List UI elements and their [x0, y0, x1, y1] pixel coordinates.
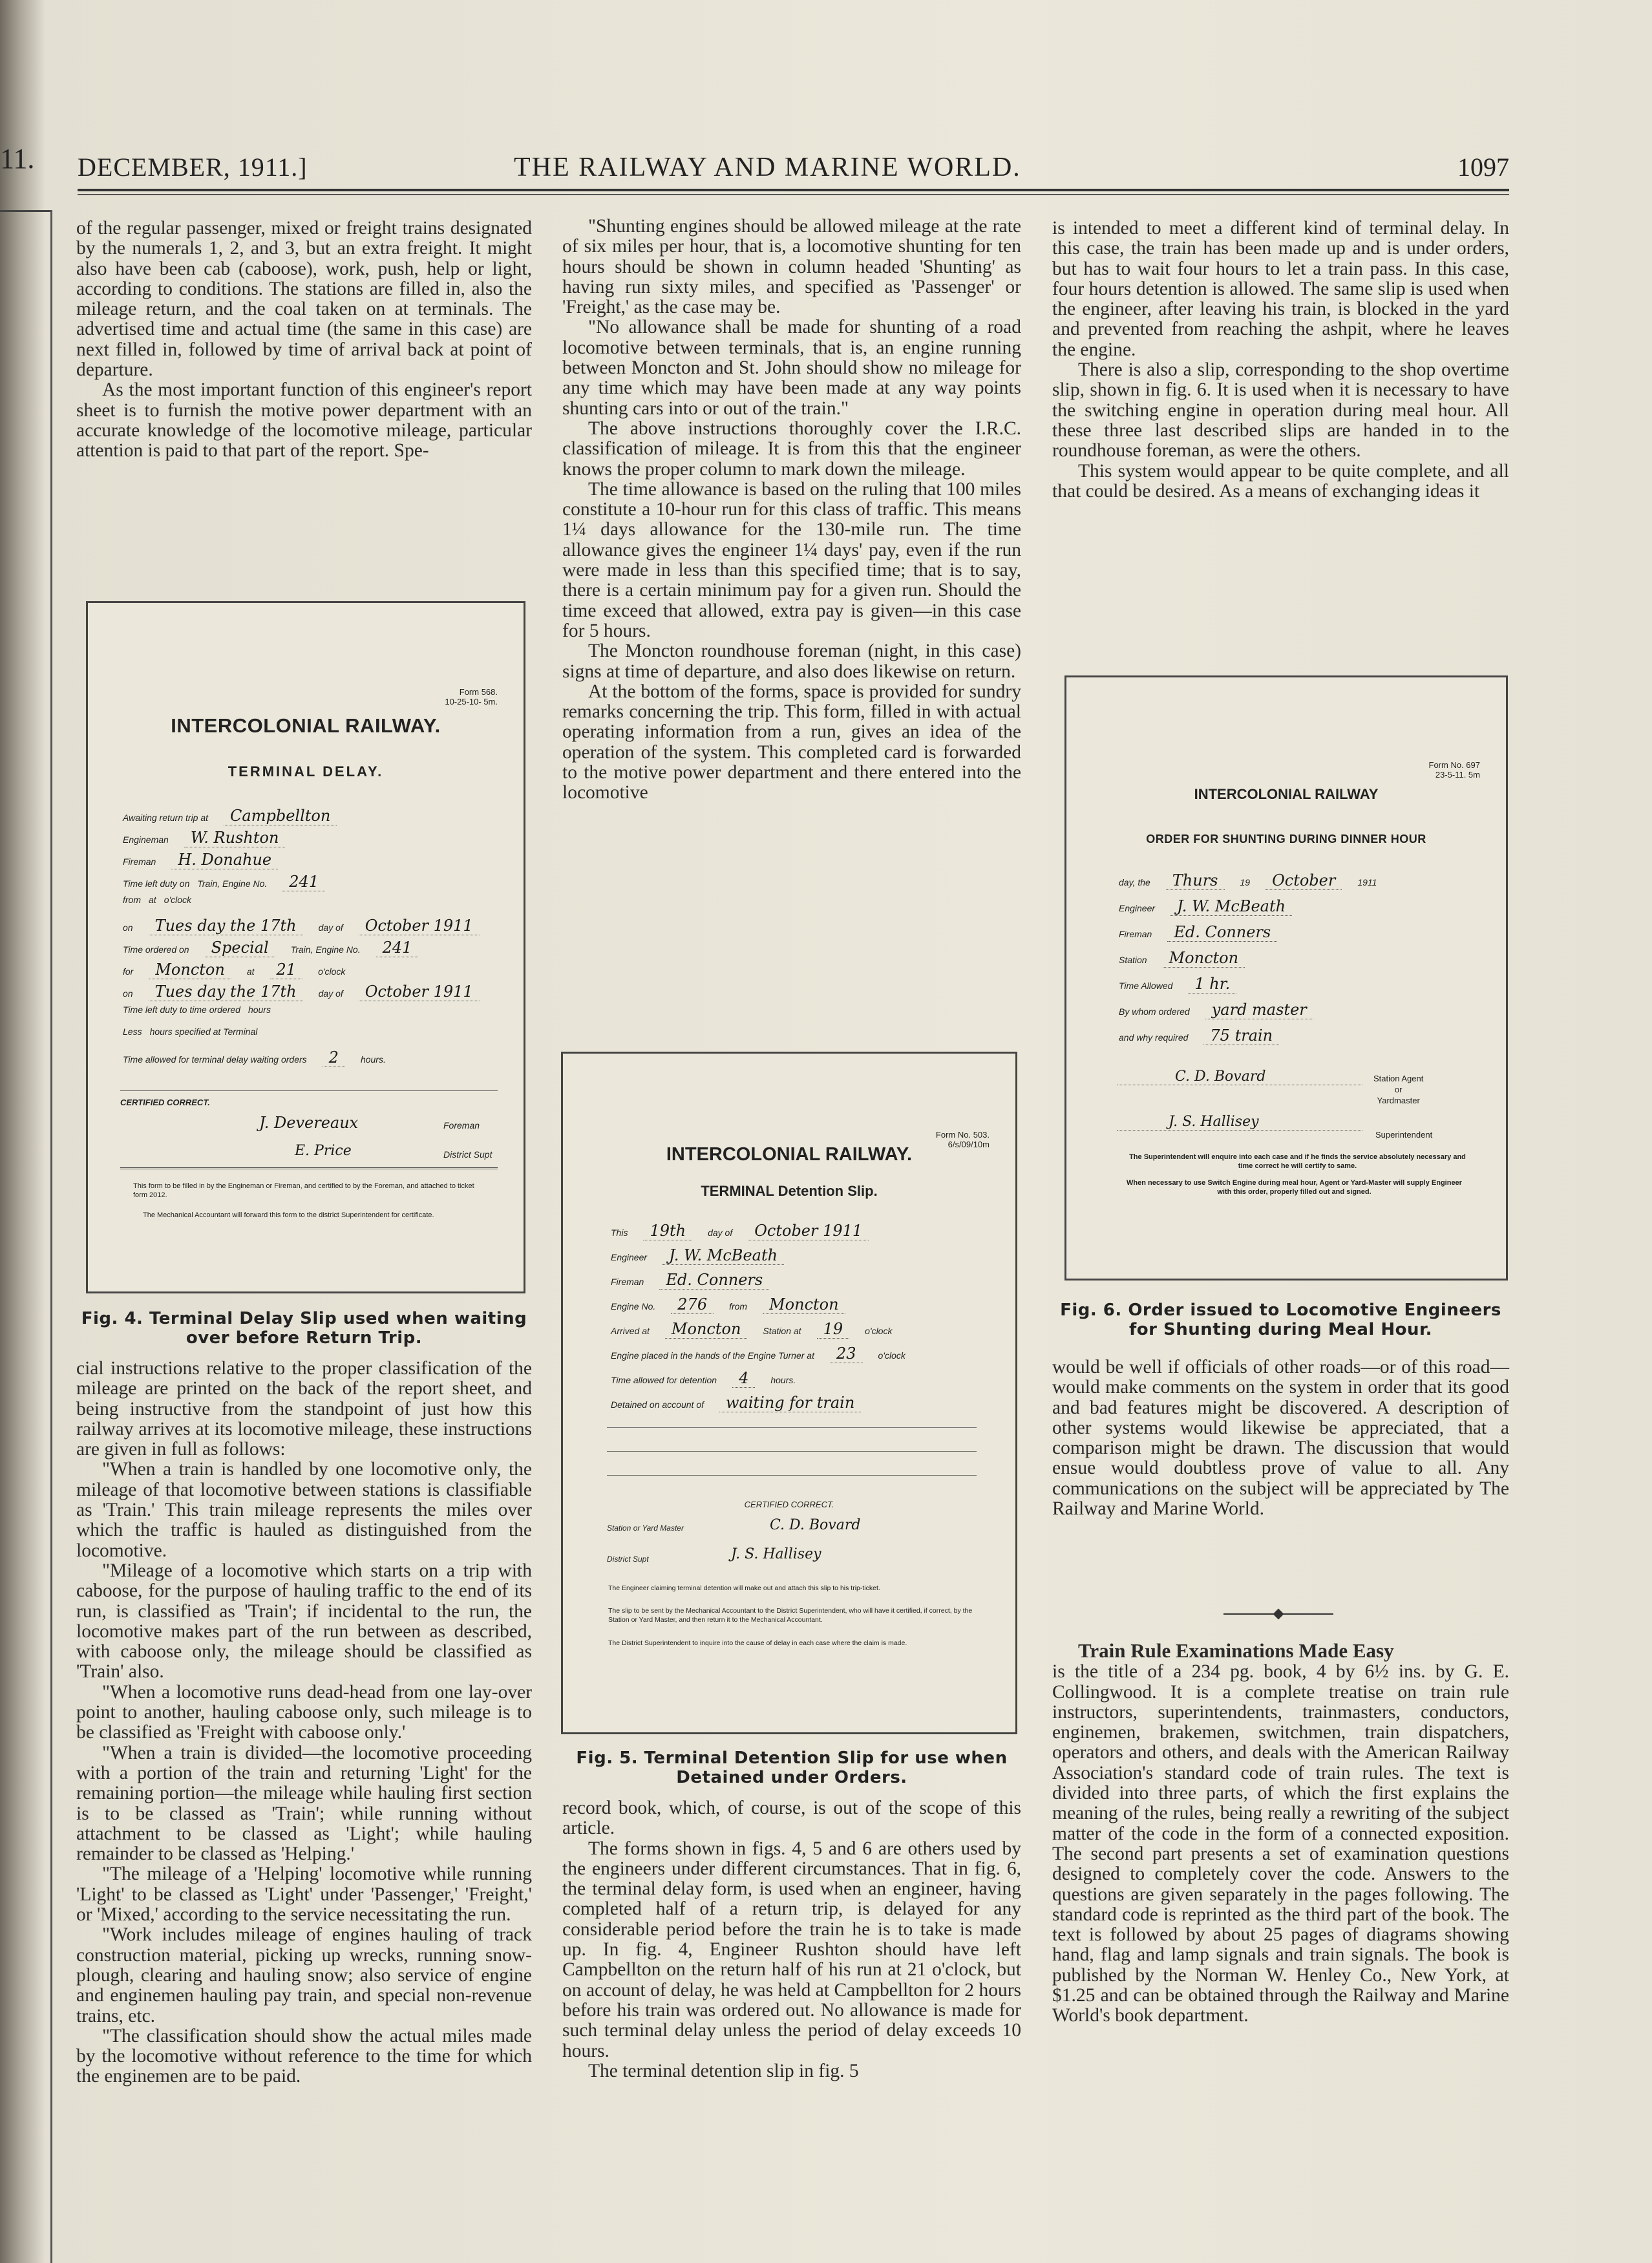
paragraph: cial instructions relative to the proper classification of the mileage are printed on the back of the report sheet, and being instructive from the standpoint of just how this railway arrives at its locomotive mileage, these instructions are given in full as follows:: [76, 1358, 532, 1460]
form-field-label: Engineer: [1119, 903, 1156, 913]
form-row: [119, 851, 507, 869]
station-agent-signature: C. D. Bovard: [1175, 1068, 1266, 1085]
form-field-value: waiting for train: [719, 1394, 861, 1412]
paragraph: This system would appear to be quite complete, and all that could be desired. As a means of exchanging ideas it: [1052, 460, 1509, 502]
paragraph: The terminal detention slip in fig. 5: [588, 2060, 859, 2081]
column-1-top: [76, 218, 532, 462]
form-field-label: o'clock: [318, 966, 346, 977]
form-field-label: Time left duty on: [123, 878, 190, 889]
form-field-label: Train, Engine No.: [290, 944, 361, 955]
form-field-value: October: [1265, 871, 1342, 890]
form-field-label: for: [123, 966, 134, 977]
form-field-label: Fireman: [123, 856, 156, 867]
form-field-label: hours.: [360, 1054, 386, 1065]
form-field-label: Arrived at: [611, 1326, 650, 1336]
form-field-value: 4: [732, 1369, 755, 1388]
form-field-label: This: [611, 1227, 628, 1238]
form-field-value: Moncton: [665, 1320, 747, 1339]
form-field-value: Moncton: [1163, 949, 1245, 968]
form-number: Form 568. 10-25-10- 5m.: [445, 687, 498, 707]
blank-line: [607, 1427, 977, 1428]
form-field-value: 1 hr.: [1188, 975, 1236, 993]
form-row: [119, 895, 507, 905]
form-row: [119, 917, 507, 935]
margin-rule: [0, 210, 52, 212]
paragraph: record book, which, of course, is out of the scope of this article.: [562, 1798, 1021, 1839]
form-field-value: Ed. Conners: [1167, 923, 1277, 942]
blank-line: [607, 1475, 977, 1476]
paragraph: The time allowance is based on the ruling that 100 miles constitute a 10-hour run for this class of traffic. This means 1¼ days allowance for the 130-mile run. The time allowance gives the engineer 1¼ days' pay, even if the run were made in less than this specified time; that is to say, there is a certain minimum pay for a given run. Should the time exceed that allowed, extra pay is given—in this case for 5 hours.: [562, 478, 1021, 641]
header-rule: [78, 189, 1509, 191]
form-field-label: Fireman: [611, 1277, 644, 1287]
paragraph: "Mileage of a locomotive which starts on a trip with caboose, for the purpose of hauling traffic to the end of its run, is classified as 'Train'; if incidental to the run, the locomotive makes part of the run between as described, with caboose only, the mileage should be classified as 'Train' also.: [76, 1560, 532, 1683]
form-field-value: J. W. McBeath: [1170, 897, 1292, 916]
paragraph: "Work includes mileage of engines hauling of track construction material, picking up wrecks, running snow-plough, clearing and hauling snow; also service of engine and enginemen hauling pay train, and special non-revenue trains, etc.: [76, 1924, 532, 2026]
foreman-signature-line: [259, 1114, 358, 1132]
form-field-label: o'clock: [865, 1326, 893, 1336]
form-field-label: 1911: [1357, 877, 1377, 887]
form-field-label: Engineman: [123, 834, 169, 845]
superintendent-signature: J. S. Hallisey: [1169, 1114, 1259, 1130]
fig4-caption: Fig. 4. Terminal Delay Slip used when waiting over before Return Trip.: [81, 1309, 527, 1348]
form-field-label: from: [729, 1301, 748, 1312]
form-field-value: Special: [205, 939, 275, 957]
supt-signature-line: [295, 1143, 352, 1159]
form-note: When necessary to use Switch Engine during meal hour, Agent or Yard-Master will supply Engineer with this order, properly filled out and signed.: [1127, 1179, 1462, 1196]
form-row: [119, 983, 507, 1001]
form-row: [607, 1344, 995, 1363]
review-text: is the title of a 234 pg. book, 4 by 6½ ins. by G. E. Collingwood. It is a complete treatise on train rule instructors, superintendents, trainmasters, conductors, enginemen, brakemen, switchmen, train dispatchers, operators and others, and deals with the American Railway Association's standard code of train rules. The text is divided into three parts, of which the first explains the meaning of the rules, being really a rewriting of the subject matter of the code in the form of a connected exposition. The second part presents a set of examination questions designed to completely cover the code. Answers to the questions are given separately in the pages following. The standard code is reprinted as the third part of the book. The text is followed by about 25 pages of diagrams showing hand, flag and lamp signals and train signals. The book is published by the Norman W. Henley Co., New York, at $1.25 and can be obtained through the Railway and Marine World's book department.: [1052, 1661, 1509, 2026]
superintendent-signature-line: [1117, 1114, 1362, 1131]
form-field-label: hours.: [770, 1375, 796, 1385]
form-field-label: Time ordered on: [123, 944, 189, 955]
form-field-value: Tues day the 17th: [149, 917, 303, 935]
form-field-label: o'clock: [878, 1350, 905, 1361]
column-2-top: [562, 217, 1021, 803]
foreman-signature: J. Devereaux: [259, 1114, 359, 1132]
fig5-caption: Fig. 5. Terminal Detention Slip for use when Detained under Orders.: [576, 1748, 1008, 1787]
paragraph: At the bottom of the forms, space is provided for sundry remarks concerning the trip. This form, filled in with actual operating information from a run, gives an idea of the operation of the system. This completed card is forwarded to the motive power department and there entered into the locomotive: [562, 681, 1021, 803]
form-row: [607, 1320, 995, 1338]
form-field-label: Awaiting return trip at: [123, 813, 209, 823]
form-row: [119, 961, 507, 979]
form-field-value: Tues day the 17th: [149, 983, 303, 1001]
paragraph: "Shunting engines should be allowed mileage at the rate of six miles per hour, that is, a locomotive shunting for ten hours should be shown in column headed 'Shunting' as having run sixty miles, and specified as 'Passenger' or 'Freight,' as the case may be.: [562, 216, 1021, 318]
form-field-label: from: [123, 895, 141, 905]
form-field-label: Time allowed for terminal delay waiting orders: [123, 1054, 307, 1065]
form-row: [119, 807, 507, 825]
form-field-label: Engine placed in the hands of the Engine Turner at: [611, 1350, 814, 1361]
form-row: [119, 939, 507, 957]
form-field-label: Station: [1119, 955, 1147, 965]
supt-signature: E. Price: [295, 1143, 352, 1159]
section-divider-ornament: [1273, 1609, 1284, 1620]
fig4-terminal-delay-form: [86, 601, 525, 1293]
form-field-label: Station at: [763, 1326, 801, 1336]
form-row: [1115, 1026, 1477, 1045]
form-field-label: By whom ordered: [1119, 1006, 1190, 1017]
column-2-bottom: [562, 1798, 1021, 2081]
form-field-value: 276: [671, 1295, 714, 1314]
form-company: INTERCOLONIAL RAILWAY.: [171, 714, 441, 737]
form-row: [1115, 949, 1477, 967]
form-row: [119, 829, 507, 847]
form-field-label: Detained on account of: [611, 1399, 704, 1410]
form-row: [1115, 975, 1477, 993]
form-field-value: yard master: [1205, 1001, 1313, 1019]
form-field-label: day of: [318, 988, 343, 999]
form-row: [607, 1271, 995, 1289]
form-note: The slip to be sent by the Mechanical Accountant to the District Superintendent, who will have it certified, if correct, by the Station or Yard Master, and then return it to the Mechanical Accountant.: [608, 1607, 973, 1624]
form-title: TERMINAL Detention Slip.: [701, 1183, 878, 1199]
paragraph: is intended to meet a different kind of terminal delay. In this case, the train has been made up and is under orders, but has to wait four hours to let a train pass. In this case, four hours detention is allowed. The same slip is used when the engineer, after leaving his train, is blocked in the yard and prevented from reaching the ashpit, where he leaves the engine.: [1052, 218, 1509, 360]
station-agent-signature-line: [1117, 1068, 1362, 1085]
form-field-label: at: [246, 966, 255, 977]
form-field-value: Campbellton: [224, 807, 337, 825]
superintendent-label: Superintendent: [1375, 1130, 1433, 1140]
form-row: [607, 1246, 995, 1264]
form-note: The Mechanical Accountant will forward this form to the district Superintendent for certificate.: [143, 1211, 434, 1219]
blank-line: [607, 1451, 977, 1452]
supt-signature-line: [731, 1546, 821, 1562]
form-field-label: o'clock: [164, 895, 192, 905]
form-field-label: on: [123, 922, 133, 933]
paragraph: of the regular passenger, mixed or freight trains designated by the numerals 1, 2, and 3, but an extra freight. It might also have been cab (caboose), work, push, help or light, according to conditions. The stations are filled in, also the mileage return, and the coal taken on at terminals. The advertised time and actual time (the same in this case) are next filled in, followed by time of arrival back at point of departure.: [76, 218, 532, 381]
form-note: The Superintendent will enquire into each case and if he finds the service absolutely necessary and time correct he will certify to same.: [1129, 1153, 1466, 1170]
station-master-signature: C. D. Bovard: [770, 1517, 861, 1533]
column-3-top: [1052, 218, 1509, 502]
form-field-value: October 1911: [359, 983, 480, 1001]
form-field-label: Time allowed for detention: [611, 1375, 717, 1385]
station-master-signature-line: [770, 1517, 860, 1533]
form-field-value: 21: [270, 961, 303, 979]
form-field-label: on: [123, 988, 133, 999]
form-field-label: day of: [318, 922, 343, 933]
form-row: [119, 873, 507, 891]
form-note: The Engineer claiming terminal detention will make out and attach this slip to his trip-ticket.: [608, 1584, 880, 1592]
form-field-label: Engineer: [611, 1252, 648, 1262]
form-field-value: 19th: [643, 1222, 692, 1240]
paragraph: The above instructions thoroughly cover the I.R.C. classification of mileage. It is from this that the engineer knows the proper column to mark down the mileage.: [562, 418, 1021, 480]
form-field-label: day of: [708, 1227, 733, 1238]
form-field-value: Ed. Conners: [659, 1271, 769, 1290]
paragraph: The Moncton roundhouse foreman (night, in this case) signs at time of departure, and also does likewise on return.: [562, 641, 1021, 682]
form-field-value: October 1911: [748, 1222, 869, 1240]
form-field-label: Time Allowed: [1119, 981, 1173, 991]
fig6-shunting-order-form: [1064, 675, 1508, 1280]
form-field-value: Thurs: [1166, 871, 1225, 890]
divider: [120, 1090, 498, 1091]
foreman-label: Foreman: [443, 1120, 480, 1131]
previous-page-number-fragment: 11.: [0, 143, 35, 175]
form-company: INTERCOLONIAL RAILWAY.: [666, 1144, 913, 1165]
paragraph: "When a locomotive runs dead-head from one lay-over point to another, hauling caboose only, such mileage is to be classified as 'Freight with caboose only.': [76, 1681, 532, 1743]
paragraph: would be well if officials of other roads—or of this road—would make comments on the system in order that its good and bad features might be discovered. A description of other systems would likewise be appreciated, that a comparison might be drawn. The discussion that would ensue would doubtless prove of value to all. Any communications on the subject will be appreciated by The Railway and Marine World.: [1052, 1357, 1509, 1520]
form-field-value: 75 train: [1203, 1026, 1279, 1045]
book-review: [1052, 1641, 1509, 2026]
paragraph: "When a train is handled by one locomotive only, the mileage of that locomotive between stations is classifiable as 'Train.' This train mileage represents the miles over which the traffic is hauled as distinguished from the locomotive.: [76, 1459, 532, 1561]
form-field-label: Time left duty to time ordered: [123, 1004, 240, 1015]
form-row: [607, 1222, 995, 1240]
form-field-value: 241: [282, 873, 325, 891]
page-header: [78, 152, 1509, 191]
form-row: [119, 1048, 507, 1067]
fig5-terminal-detention-form: [561, 1052, 1017, 1734]
supt-signature: J. S. Hallisey: [731, 1546, 821, 1562]
review-heading: Train Rule Examinations Made Easy: [1078, 1639, 1394, 1662]
form-number: Form No. 503. 6/s/09/10m: [935, 1130, 990, 1149]
form-field-label: hours specified at Terminal: [149, 1026, 258, 1037]
form-field-label: Less: [123, 1026, 142, 1037]
form-field-label: Train, Engine No.: [197, 878, 268, 889]
form-title: TERMINAL DELAY.: [228, 763, 384, 780]
paragraph: As the most important function of this engineer's report sheet is to furnish the motive power department with an accurate knowledge of the locomotive mileage, particular attention is paid to that part of the report. Spe-: [76, 379, 532, 462]
form-row: [119, 1004, 507, 1015]
form-field-label: Fireman: [1119, 929, 1152, 939]
form-field-value: W. Rushton: [184, 829, 286, 847]
paragraph: "When a train is divided—the locomotive proceeding with a portion of the train and returning 'Light' for the remaining portion—the mileage while hauling first section is to be classed as 'Train'; while running without attachment to be classed as 'Light'; while hauling remainder to be classed as 'Helping.': [76, 1742, 532, 1865]
form-field-value: 23: [830, 1344, 863, 1363]
form-row: [1115, 897, 1477, 915]
form-note: This form to be filled in by the Engineman or Fireman, and certified to by the Foreman, and attached to ticket form 2012.: [133, 1182, 474, 1199]
form-field-value: 19: [817, 1320, 850, 1339]
form-field-label: hours: [248, 1004, 271, 1015]
column-1-bottom: [76, 1359, 532, 2087]
form-number: Form No. 697 23-5-11. 5m: [1428, 760, 1480, 780]
form-field-value: Moncton: [763, 1295, 845, 1314]
form-field-label: at: [149, 895, 156, 905]
form-field-value: J. W. McBeath: [662, 1246, 784, 1265]
form-field-label: and why required: [1119, 1032, 1189, 1043]
form-row: [607, 1295, 995, 1313]
column-3-middle: [1052, 1357, 1509, 1519]
form-field-label: Engine No.: [611, 1301, 656, 1312]
publication-title: THE RAILWAY AND MARINE WORLD.: [514, 153, 1021, 182]
form-company: INTERCOLONIAL RAILWAY: [1194, 786, 1379, 802]
paragraph: There is also a slip, corresponding to the shop overtime slip, shown in fig. 6. It is used when it is necessary to have the switching engine in operation during meal hour. All these three last described slips are handed in to the roundhouse foreman, as were the others.: [1052, 359, 1509, 462]
form-field-value: H. Donahue: [171, 851, 278, 869]
form-row: [1115, 1001, 1477, 1019]
certified-label: CERTIFIED CORRECT.: [120, 1098, 210, 1107]
station-agent-label: Station Agent or Yardmaster: [1373, 1074, 1424, 1105]
form-field-label: day, the: [1119, 877, 1150, 887]
divider: [120, 1167, 498, 1169]
station-master-label: Station or Yard Master: [607, 1524, 684, 1533]
form-field-label: 19: [1240, 877, 1251, 887]
form-field-value: October 1911: [359, 917, 480, 935]
paragraph: "The mileage of a 'Helping' locomotive while running 'Light' to be classed as 'Light' under 'Passenger,' 'Freight,' or 'Mixed,' according to the service necessitating the run.: [76, 1864, 532, 1926]
form-row: [607, 1394, 995, 1412]
form-title: ORDER FOR SHUNTING DURING DINNER HOUR: [1146, 833, 1426, 845]
page-number: 1097: [1457, 153, 1509, 182]
district-supt-label: District Supt: [443, 1149, 492, 1160]
form-field-value: 2: [323, 1048, 345, 1067]
fig6-caption: Fig. 6. Order issued to Locomotive Engineers for Shunting during Meal Hour.: [1060, 1301, 1501, 1339]
paragraph: The forms shown in figs. 4, 5 and 6 are others used by the engineers under different circumstances. That in fig. 6, the terminal delay form, is used when an engineer, having completed half of a return trip, is delayed for any considerable period before the train he is to take is made up. In fig. 4, Engineer Rushton should have left Campbellton on the return half of his run at 21 o'clock, but on account of delay, he was held at Campbellton for 2 hours before his train was ordered out. No allowance is made for such terminal delay unless the period of delay exceeds 10 hours.: [562, 1838, 1021, 2061]
header-date: DECEMBER, 1911.]: [78, 153, 308, 182]
form-field-value: 241: [376, 939, 419, 957]
district-supt-label: District Supt: [607, 1555, 649, 1564]
certified-label: CERTIFIED CORRECT.: [744, 1500, 834, 1509]
form-row: [1115, 871, 1477, 889]
paragraph: "The classification should show the actual miles made by the locomotive without reference to the time for which the enginemen are to be paid.: [76, 2025, 532, 2087]
form-note: The District Superintendent to inquire into the cause of delay in each case where the claim is made.: [608, 1639, 907, 1647]
margin-line: [50, 210, 52, 2263]
form-field-value: Moncton: [149, 961, 231, 979]
form-row: [119, 1026, 507, 1037]
form-row: [607, 1369, 995, 1387]
paragraph: "No allowance shall be made for shunting of a road locomotive between terminals, that is, an engine running between Moncton and St. John should show no mileage for any time which may have been made at any way points shunting cars into or out of the train.": [562, 317, 1021, 419]
header-rule-thin: [78, 194, 1509, 195]
form-row: [1115, 923, 1477, 941]
